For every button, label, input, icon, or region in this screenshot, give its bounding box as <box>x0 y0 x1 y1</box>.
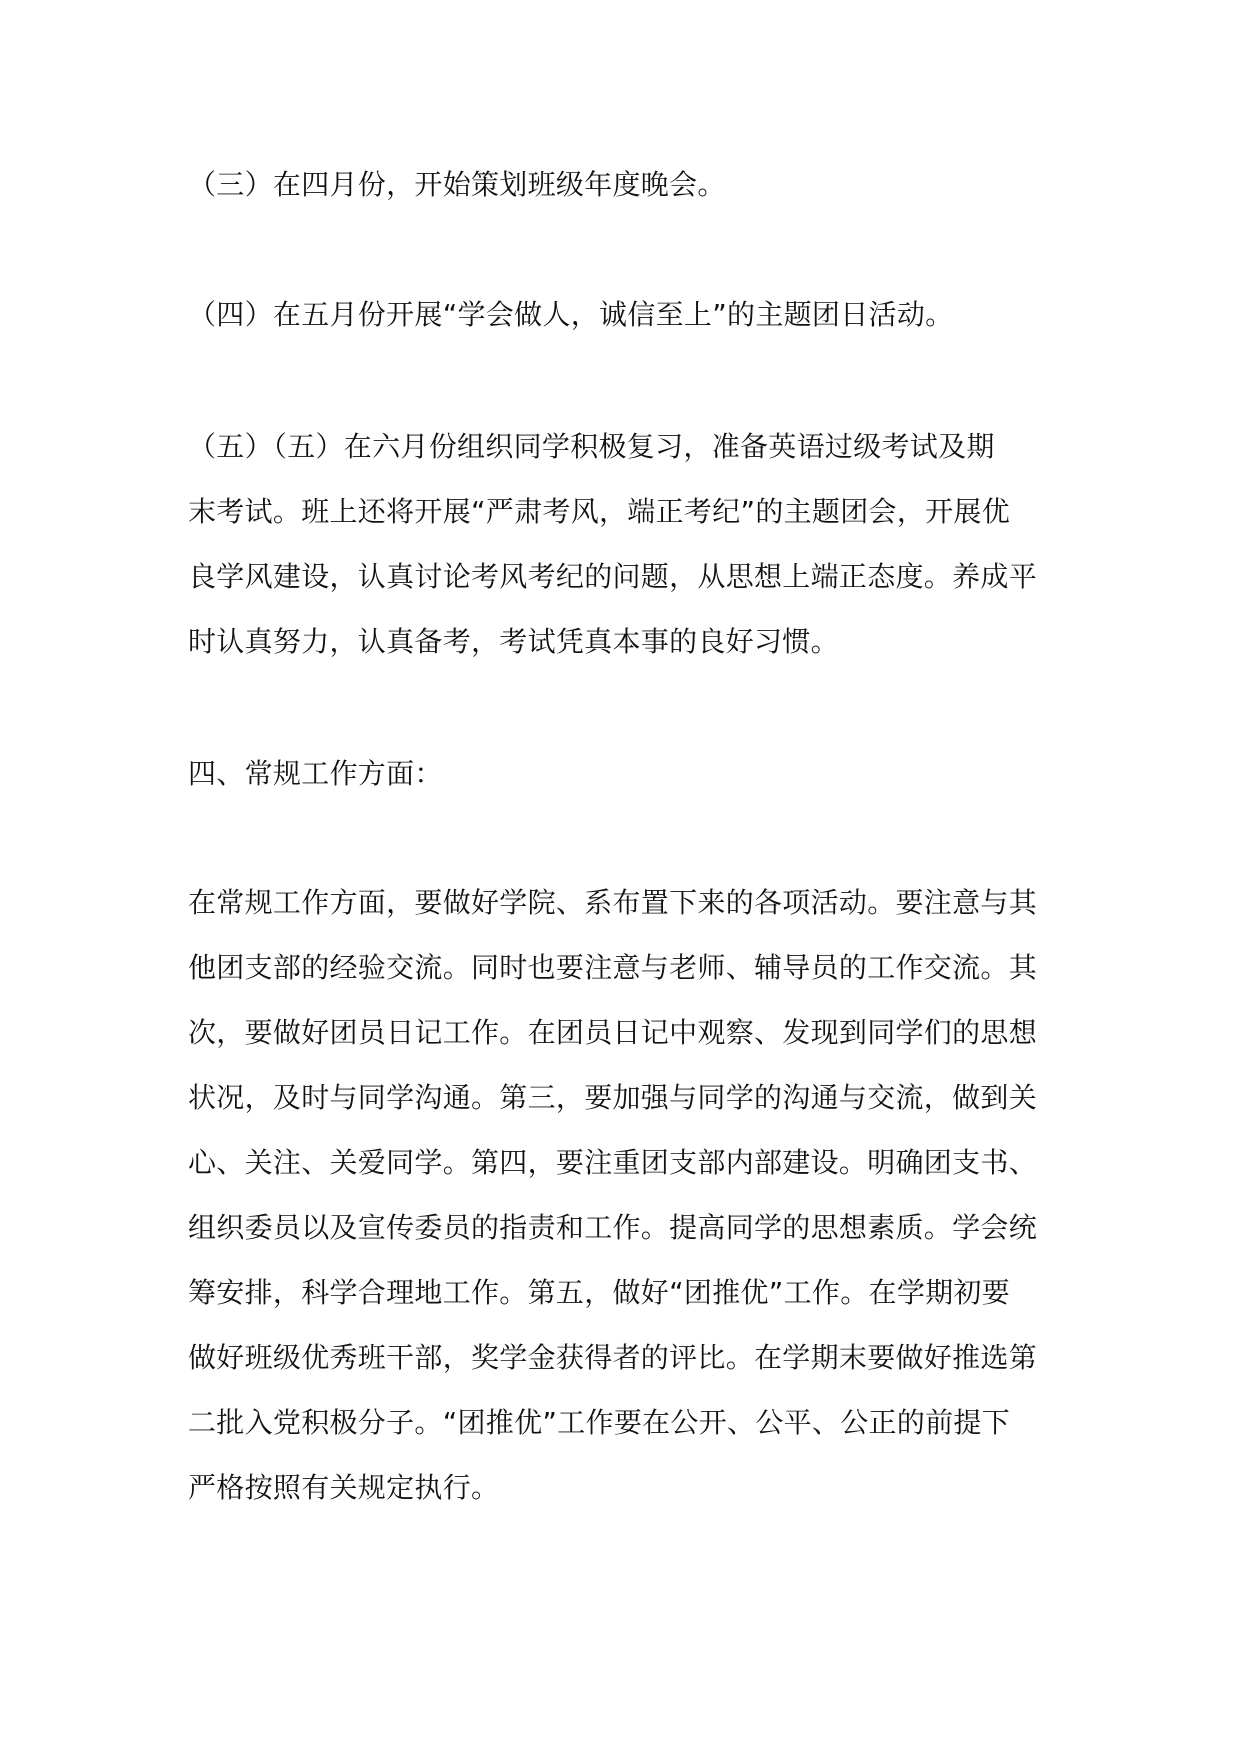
paragraph-routine-work <box>188 870 1068 1520</box>
text-line: （四）在五月份开展“学会做人，诚信至上”的主题团日活动。 <box>188 298 954 331</box>
text-line: 二批入党积极分子。“团推优”工作要在公开、公平、公正的前提下 <box>188 1406 1011 1439</box>
text-line: 次，要做好团员日记工作。在团员日记中观察、发现到同学们的思想 <box>188 1016 1038 1049</box>
text-line: 组织委员以及宣传委员的指责和工作。提高同学的思想素质。学会统 <box>188 1211 1038 1244</box>
heading-text: 四、常规工作方面： <box>188 757 443 790</box>
text-line: 筹安排，科学合理地工作。第五，做好“团推优”工作。在学期初要 <box>188 1276 1011 1309</box>
text-line: 状况，及时与同学沟通。第三，要加强与同学的沟通与交流，做到关 <box>188 1081 1038 1114</box>
text-line: （三）在四月份，开始策划班级年度晚会。 <box>188 168 726 201</box>
text-line: 末考试。班上还将开展“严肃考风，端正考纪”的主题团会，开展优 <box>188 495 1011 528</box>
section-heading-routine-work <box>188 741 1068 806</box>
text-line: 心、关注、关爱同学。第四，要注重团支部内部建设。明确团支书、 <box>188 1146 1038 1179</box>
text-line: 他团支部的经验交流。同时也要注意与老师、辅导员的工作交流。其 <box>188 951 1038 984</box>
paragraph-april-plan <box>188 152 1068 217</box>
text-line: 做好班级优秀班干部，奖学金获得者的评比。在学期末要做好推选第 <box>188 1341 1038 1374</box>
text-line: 严格按照有关规定执行。 <box>188 1471 500 1504</box>
text-line: 在常规工作方面，要做好学院、系布置下来的各项活动。要注意与其 <box>188 886 1038 919</box>
paragraph-june-plan <box>188 414 1068 674</box>
text-line: （五）（五）在六月份组织同学积极复习，准备英语过级考试及期 <box>188 430 995 463</box>
text-line: 时认真努力，认真备考，考试凭真本事的良好习惯。 <box>188 625 839 658</box>
paragraph-may-plan <box>188 282 1068 347</box>
text-line: 良学风建设，认真讨论考风考纪的问题，从思想上端正态度。养成平 <box>188 560 1038 593</box>
